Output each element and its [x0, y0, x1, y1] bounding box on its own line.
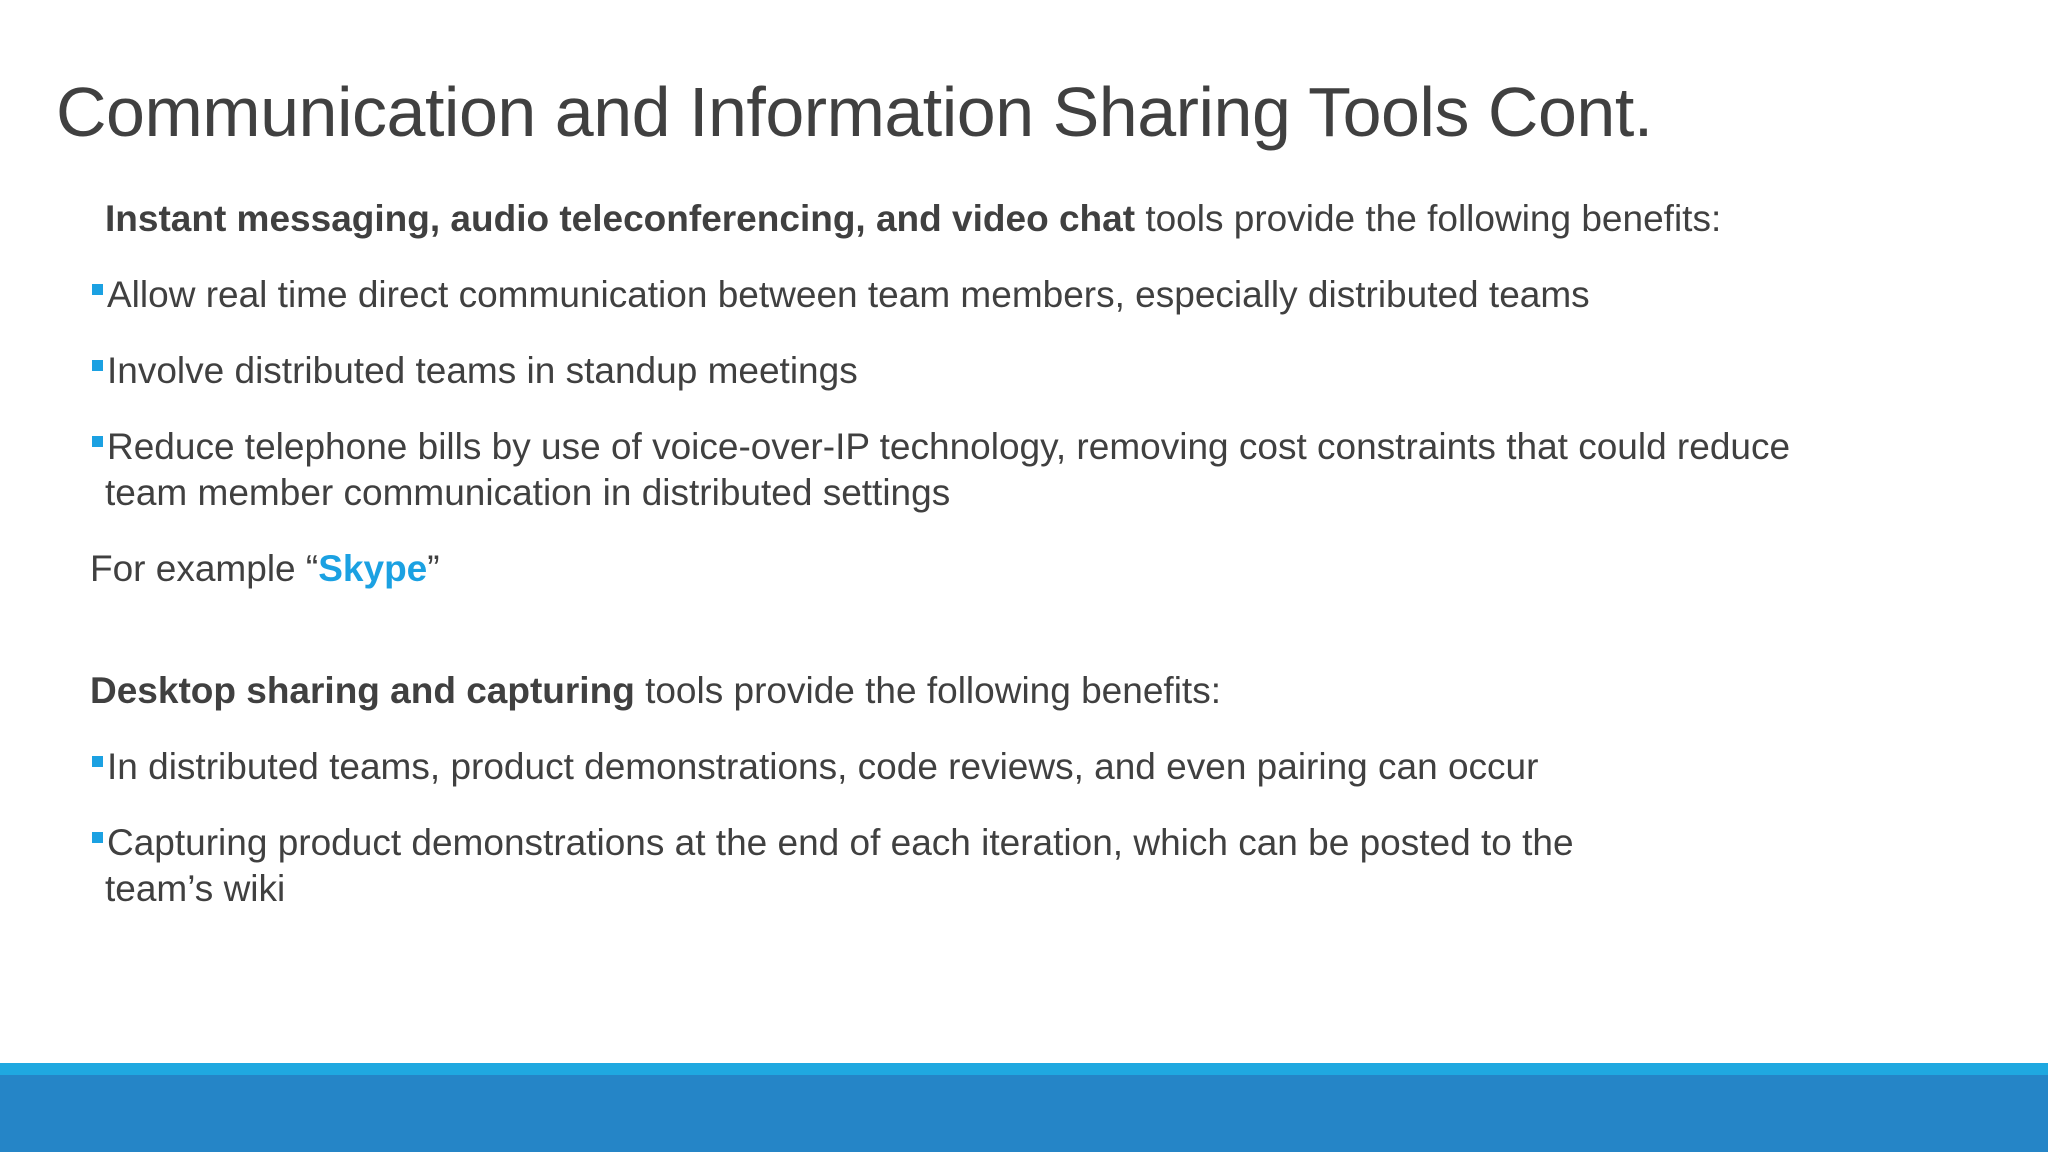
section2-intro-bold: Desktop sharing and capturing [90, 670, 635, 711]
footer-bar [0, 1075, 2048, 1152]
section2-bullet-1 [92, 744, 1538, 790]
bullet-text: Capturing product demonstrations at the end of each iteration, which can be posted to the [107, 822, 1574, 863]
bullet-text: Reduce telephone bills by use of voice-over-IP technology, removing cost constraints that could reduce [107, 426, 1791, 467]
section1-bullet-3 [92, 424, 1790, 470]
example-prefix: For example “ [90, 548, 319, 589]
footer-accent-stripe [0, 1063, 2048, 1075]
square-bullet-icon [92, 436, 103, 447]
section1-bullet-2 [92, 348, 858, 394]
bullet-text: In distributed teams, product demonstrations, code reviews, and even pairing can occur [107, 746, 1539, 787]
example-suffix: ” [427, 548, 440, 589]
bullet-text: Allow real time direct communication between team members, especially distributed teams [107, 274, 1590, 315]
section2-bullet-2-continuation: team’s wiki [105, 868, 286, 909]
section2-intro-rest: tools provide the following benefits: [634, 670, 1221, 711]
square-bullet-icon [92, 756, 103, 767]
section1-bullet-1 [92, 272, 1590, 318]
section1-bullet-3-continuation: team member communication in distributed settings [105, 472, 951, 513]
square-bullet-icon [92, 360, 103, 371]
section1-intro-rest: tools provide the following benefits: [1135, 198, 1722, 239]
square-bullet-icon [92, 832, 103, 843]
section2-bullet-2 [92, 820, 1574, 866]
slide-title: Communication and Information Sharing Tools Cont. [56, 73, 1653, 151]
section1-intro-bold: Instant messaging, audio teleconferencing, and video chat [105, 198, 1136, 239]
square-bullet-icon [92, 284, 103, 295]
section1-intro [105, 196, 1721, 242]
section2-intro [90, 668, 1221, 714]
example-line [90, 546, 440, 592]
bullet-text: Involve distributed teams in standup meetings [107, 350, 858, 391]
example-highlight: Skype [318, 548, 428, 589]
